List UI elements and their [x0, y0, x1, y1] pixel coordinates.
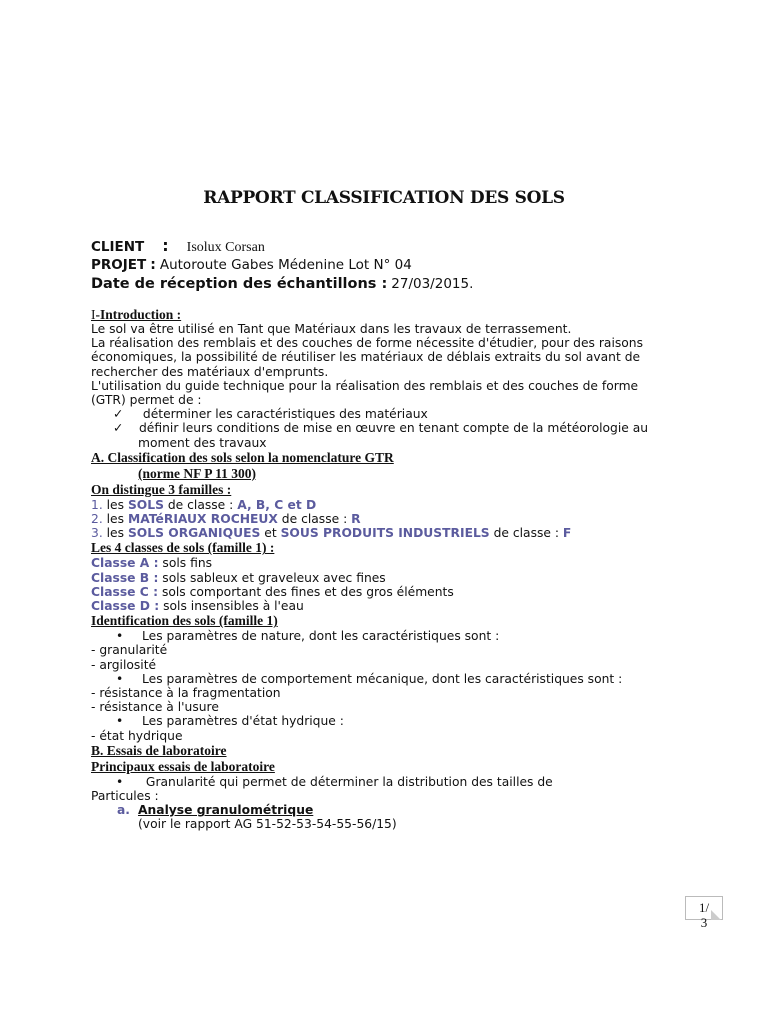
family-number: 3. — [91, 526, 103, 541]
checkmark-icon: ✓ — [113, 407, 124, 422]
bullet-icon: • — [116, 671, 124, 686]
bullet-icon: • — [116, 629, 124, 644]
sub-item-a — [91, 803, 691, 817]
family-classes: A, B, C et D — [237, 497, 317, 512]
projet-row — [91, 255, 473, 274]
bullet-continuation: Particules : — [91, 789, 159, 804]
class-text: sols comportant des fines et des gros éléments — [158, 584, 454, 599]
check-item — [91, 407, 691, 421]
dash-item: - granularité — [91, 643, 168, 658]
page-title: RAPPORT CLASSIFICATION DES SOLS — [203, 188, 565, 208]
class-item — [91, 556, 691, 570]
identification-heading: Identification des sols (famille 1) — [91, 613, 278, 629]
projet-separator: : — [150, 257, 156, 273]
intro-line: (GTR) permet de : — [91, 393, 202, 408]
family-keyword: MATéRIAUX ROCHEUX — [127, 512, 278, 527]
bullet-item — [91, 775, 691, 789]
projet-value: Autoroute Gabes Médenine Lot N° 04 — [159, 257, 412, 273]
sub-item-title: Analyse granulométrique — [138, 803, 314, 818]
intro-heading — [91, 307, 691, 323]
class-text: sols sableux et graveleux avec fines — [158, 570, 386, 585]
class-label: Classe A : — [91, 556, 159, 571]
bullet-item — [91, 714, 691, 728]
class-label: Classe C : — [91, 584, 159, 599]
client-row — [91, 236, 473, 255]
bullet-text: Les paramètres de nature, dont les caractéristiques sont : — [142, 629, 500, 644]
sub-item-note: (voir le rapport AG 51-52-53-54-55-56/15) — [138, 817, 397, 832]
sub-item-marker: a. — [117, 803, 130, 818]
intro-heading-number: I — [91, 307, 96, 322]
section-b-heading: B. Essais de laboratoire — [91, 742, 227, 758]
section-b-subheading: Principaux essais de laboratoire — [91, 758, 275, 774]
projet-label: PROJET — [91, 257, 147, 273]
dash-item: - résistance à la fragmentation — [91, 686, 281, 701]
class-item — [91, 585, 691, 599]
page-fold-icon — [711, 910, 721, 920]
family-number: 2. — [91, 512, 103, 527]
check-item-continuation: moment des travaux — [138, 435, 267, 450]
client-label: CLIENT — [91, 239, 145, 255]
checkmark-icon: ✓ — [113, 421, 124, 436]
date-row — [91, 274, 473, 293]
family-keyword: SOLS ORGANIQUES — [127, 526, 261, 541]
bullet-item — [91, 672, 691, 686]
page-current: 1/ — [698, 900, 710, 915]
client-separator: : — [162, 236, 169, 255]
intro-line: Le sol va être utilisé en Tant que Matériaux dans les travaux de terrassement. — [91, 322, 572, 336]
family-item: 3. les SOLS ORGANIQUES et SOUS PRODUITS INDUSTRIELS de classe : F — [91, 526, 572, 541]
family-item: 1. les SOLS de classe : A, B, C et D — [91, 497, 317, 512]
intro-line: L'utilisation du guide technique pour la réalisation des remblais et des couches de forme — [91, 378, 639, 393]
families-heading: On distingue 3 familles : — [91, 481, 232, 497]
classes-heading: Les 4 classes de sols (famille 1) : — [91, 540, 275, 556]
dash-item: - état hydrique — [91, 728, 183, 743]
page-number — [697, 900, 711, 930]
bullet-text: Les paramètres de comportement mécanique, dont les caractéristiques sont : — [142, 671, 623, 686]
class-text: sols insensibles à l'eau — [159, 599, 304, 614]
dash-item: - argilosité — [91, 657, 157, 672]
dash-item: - résistance à l'usure — [91, 700, 219, 715]
intro-line: La réalisation des remblais et des couches de forme nécessite d'étudier, pour des raisons — [91, 336, 643, 351]
class-text: sols fins — [158, 556, 213, 571]
check-item-text: définir leurs conditions de mise en œuvre en tenant compte de la météorologie au — [139, 421, 649, 436]
check-item — [91, 421, 691, 435]
intro-line: économiques, la possibilité de réutiliser les matériaux de déblais extraits du sol avant de — [91, 350, 641, 365]
intro-heading-text: -Introduction : — [95, 307, 182, 322]
bullet-item — [91, 629, 691, 643]
page-total: 3 — [700, 915, 708, 930]
class-label: Classe D : — [91, 599, 160, 614]
family-classes: F — [562, 526, 572, 541]
bullet-icon: • — [116, 714, 124, 729]
bullet-icon: • — [116, 774, 124, 789]
date-value: 27/03/2015. — [391, 276, 474, 292]
client-value: Isolux Corsan — [186, 240, 265, 255]
report-header — [91, 236, 473, 293]
family-keyword: SOUS PRODUITS INDUSTRIELS — [280, 526, 490, 541]
check-item-text: déterminer les caractéristiques des matériaux — [139, 407, 428, 422]
section-a-subheading: (norme NF P 11 300) — [138, 465, 256, 481]
family-item: 2. les MATéRIAUX ROCHEUX de classe : R — [91, 512, 361, 527]
family-classes: R — [351, 512, 361, 527]
class-item — [91, 599, 691, 613]
family-keyword: SOLS — [127, 497, 164, 512]
report-body — [91, 307, 691, 832]
family-number: 1. — [91, 497, 103, 512]
date-label: Date de réception des échantillons : — [91, 276, 388, 292]
intro-line: rechercher des matériaux d'emprunts. — [91, 364, 329, 379]
bullet-text: Les paramètres d'état hydrique : — [142, 714, 344, 729]
section-a-heading: A. Classification des sols selon la nomenclature GTR — [91, 449, 394, 465]
class-label: Classe B : — [91, 570, 159, 585]
class-item — [91, 571, 691, 585]
bullet-text: Granularité qui permet de déterminer la distribution des tailles de — [142, 774, 553, 789]
